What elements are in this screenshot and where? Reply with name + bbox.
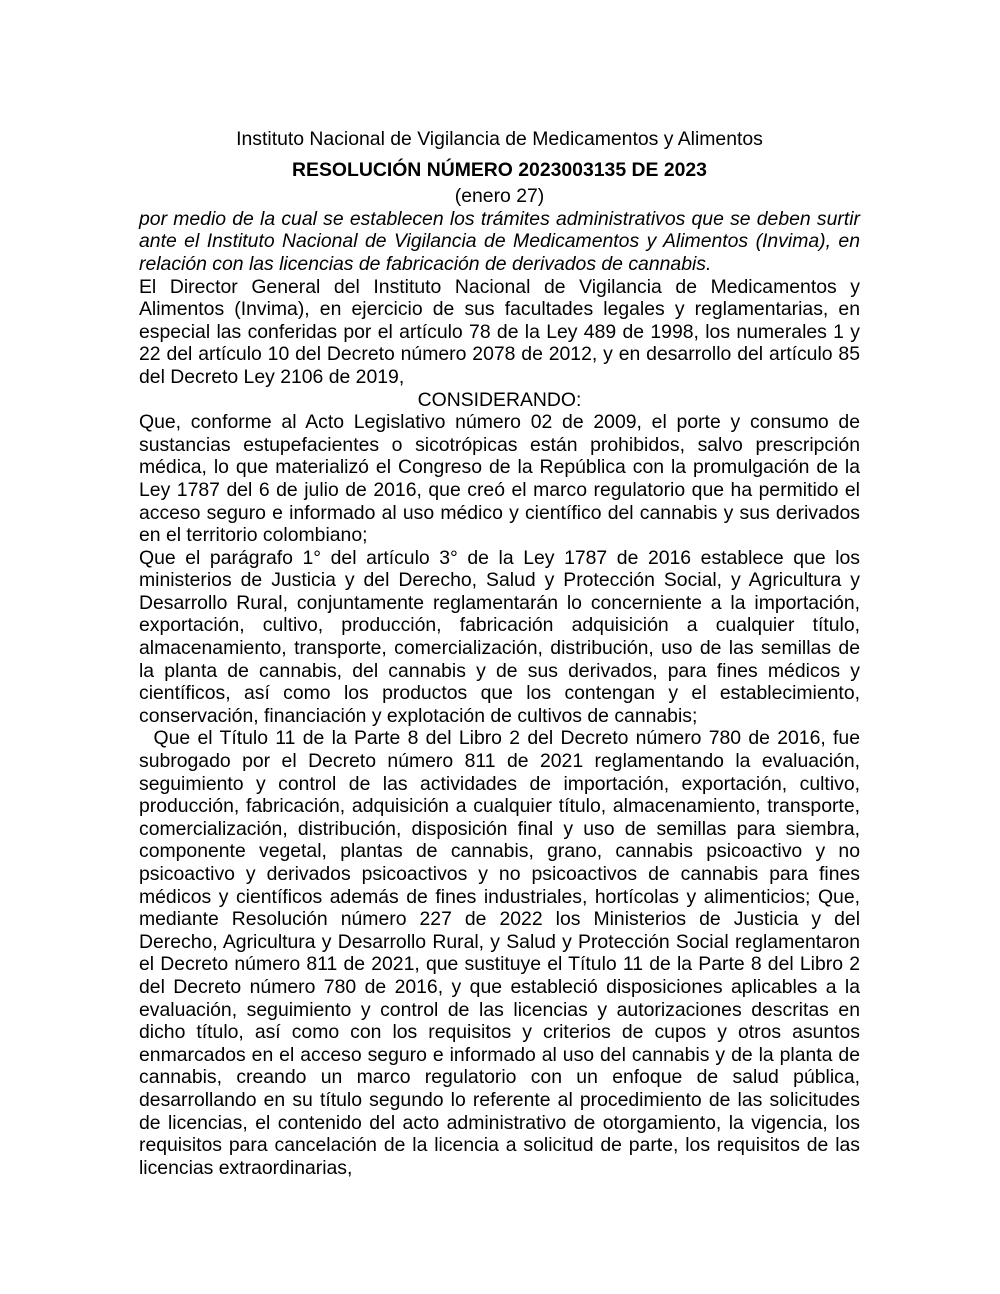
preamble-paragraph: El Director General del Instituto Nacional de Vigilancia de Medicamentos y Alimentos (Invima), en ejercicio de sus facultades legales y reglamentarias, en especial las conferidas por el artículo 78 de la Ley 489 de 1998, los numerales 1 y 22 del artículo 10 del Decreto número 2078 de 2012, y en desarrollo del artículo 85 del Decreto Ley 2106 de 2019,	[139, 275, 860, 388]
considerando-paragraph-2: Que el parágrafo 1° del artículo 3° de la Ley 1787 de 2016 establece que los ministerios de Justicia y del Derecho, Salud y Protección Social, y Agricultura y Desarrollo Rural, conjuntamente reglamentarán lo concerniente a la importación, exportación, cultivo, producción, fabricación adquisición a cualquier título, almacenamiento, transporte, comercialización, distribución, uso de las semillas de la planta de cannabis, del cannabis y de sus derivados, para fines médicos y científicos, así como los productos que los contengan y el establecimiento, conservación, financiación y explotación de cultivos de cannabis;	[139, 546, 860, 727]
considerando-paragraph-3: Que el Título 11 de la Parte 8 del Libro 2 del Decreto número 780 de 2016, fue subrogado por el Decreto número 811 de 2021 reglamentando la evaluación, seguimiento y control de las actividades de importación, exportación, cultivo, producción, fabricación, adquisición a cualquier título, almacenamiento, transporte, comercialización, distribución, disposición final y uso de semillas para siembra, componente vegetal, plantas de cannabis, grano, cannabis psicoactivo y no psicoactivo y derivados psicoactivos y no psicoactivos de cannabis para fines médicos y científicos además de fines industriales, hortícolas y alimenticios; Que, mediante Resolución número 227 de 2022 los Ministerios de Justicia y del Derecho, Agricultura y Desarrollo Rural, y Salud y Protección Social reglamentaron el Decreto número 811 de 2021, que sustituye el Título 11 de la Parte 8 del Libro 2 del Decreto número 780 de 2016, y que estableció disposiciones aplicables a la evaluación, seguimiento y control de las licencias y autorizaciones descritas en dicho título, así como con los requisitos y criterios de cupos y otros asuntos enmarcados en el acceso seguro e informado al uso del cannabis y de la planta de cannabis, creando un marco regulatorio con un enfoque de salud pública, desarrollando en su título segundo lo referente al procedimiento de las solicitudes de licencias, el contenido del acto administrativo de otorgamiento, la vigencia, los requisitos para cancelación de la licencia a solicitud de parte, los requisitos de las licencias extraordinarias,	[139, 727, 860, 1179]
document-page	[139, 128, 860, 1179]
resolution-subject: por medio de la cual se establecen los trámites administrativos que se deben surtir ante el Instituto Nacional de Vigilancia de Medicamentos y Alimentos (Invima), en relación con las licencias de fabricación de derivados de cannabis.	[139, 207, 860, 275]
resolution-date: (enero 27)	[454, 185, 545, 208]
considerando-paragraph-1: Que, conforme al Acto Legislativo número 02 de 2009, el porte y consumo de sustancias estupefacientes o sicotrópicas están prohibidos, salvo prescripción médica, lo que materializó el Congreso de la República con la promulgación de la Ley 1787 del 6 de julio de 2016, que creó el marco regulatorio que ha permitido el acceso seguro e informado al uso médico y científico del cannabis y sus derivados en el territorio colombiano;	[139, 411, 860, 547]
considerando-heading: CONSIDERANDO:	[417, 388, 582, 411]
institute-name: Instituto Nacional de Vigilancia de Medicamentos y Alimentos	[236, 128, 763, 150]
resolution-title: RESOLUCIÓN NÚMERO 2023003135 DE 2023	[292, 158, 707, 181]
